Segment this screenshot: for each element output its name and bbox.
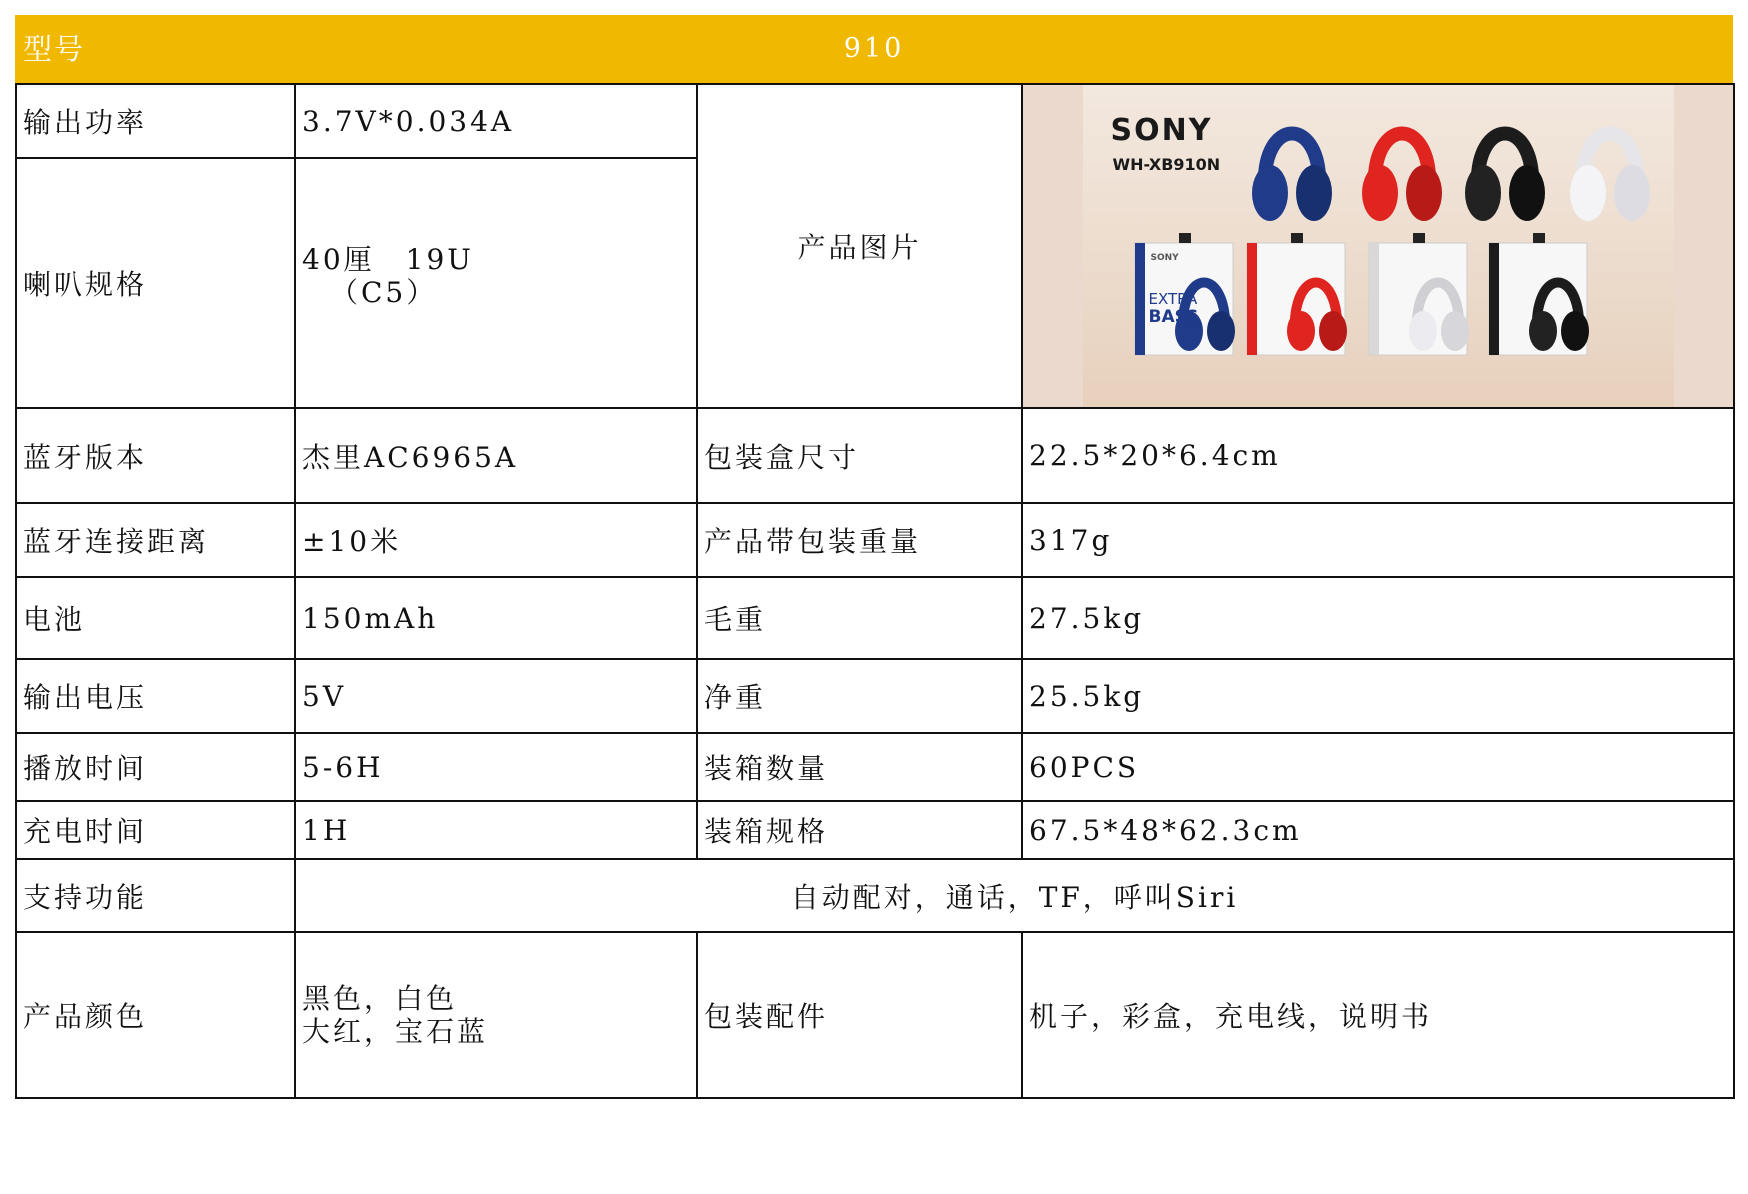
accessories-label: 包装配件 [697,932,1022,1098]
product-photo [1083,85,1674,407]
table-row [16,733,1734,801]
output-power-value: 3.7V*0.034A [295,84,697,158]
accessories-value: 机子，彩盒，充电线，说明书 [1022,932,1734,1098]
speaker-label: 喇叭规格 [16,158,295,408]
box-black-icon [1489,233,1589,355]
colors-value [295,932,697,1098]
colors-value-line2: 大红，宝石蓝 [302,1015,489,1048]
box-size-label: 包装盒尺寸 [697,408,1022,503]
table-row [16,408,1734,503]
colors-label: 产品颜色 [16,932,295,1098]
speaker-value-line2: （C5） [330,276,438,310]
table-row [16,932,1734,1098]
box-brand-text: SONY [1150,253,1179,263]
model-name: WH-XB910N [1112,155,1221,174]
box-extra-text: EXTRA [1148,290,1198,308]
carton-qty-label: 装箱数量 [697,733,1022,801]
headphone-black-icon [1465,134,1545,222]
spec-sheet [15,15,1733,1179]
bluetooth-version-value: 杰里AC6965A [295,408,697,503]
gross-weight-label: 毛重 [697,577,1022,659]
model-label: 型号 [23,32,86,66]
table-row [16,503,1734,577]
weight-with-box-value: 317g [1022,503,1734,577]
bluetooth-version-label: 蓝牙版本 [16,408,295,503]
box-red-icon [1247,233,1347,355]
charge-time-label: 充电时间 [16,801,295,859]
brand-logo: SONY [1110,113,1213,148]
play-time-value: 5-6H [295,733,697,801]
model-header [15,15,1733,83]
table-row [16,801,1734,859]
model-value: 910 [843,33,905,64]
carton-qty-value: 60PCS [1022,733,1734,801]
gross-weight-value: 27.5kg [1022,577,1734,659]
output-voltage-value: 5V [295,659,697,733]
table-row [16,659,1734,733]
weight-with-box-label: 产品带包装重量 [697,503,1022,577]
output-power-label: 输出功率 [16,84,295,158]
headphone-red-icon [1362,134,1442,222]
table-row [16,577,1734,659]
carton-size-label: 装箱规格 [697,801,1022,859]
headphone-white-icon [1570,134,1650,222]
product-image-label: 产品图片 [697,84,1022,408]
net-weight-value: 25.5kg [1022,659,1734,733]
speaker-value-line1: 40厘 19U [302,243,474,277]
carton-size-value: 67.5*48*62.3cm [1022,801,1734,859]
features-label: 支持功能 [16,859,295,932]
speaker-value [295,158,697,408]
battery-value: 150mAh [295,577,697,659]
charge-time-value: 1H [295,801,697,859]
output-voltage-label: 输出电压 [16,659,295,733]
table-row [16,859,1734,932]
box-white-icon [1369,233,1469,355]
colors-value-line1: 黑色，白色 [302,982,458,1015]
box-bass-text: BASS [1148,307,1199,327]
bt-distance-value: ±10米 [295,503,697,577]
box-size-value: 22.5*20*6.4cm [1022,408,1734,503]
table-row [16,84,1734,158]
play-time-label: 播放时间 [16,733,295,801]
features-value: 自动配对，通话，TF，呼叫Siri [295,859,1734,932]
headphones-illustration [1083,85,1674,407]
spec-table [15,83,1735,1099]
product-image-cell [1022,84,1734,408]
battery-label: 电池 [16,577,295,659]
headphone-blue-icon [1252,134,1332,222]
net-weight-label: 净重 [697,659,1022,733]
bt-distance-label: 蓝牙连接距离 [16,503,295,577]
